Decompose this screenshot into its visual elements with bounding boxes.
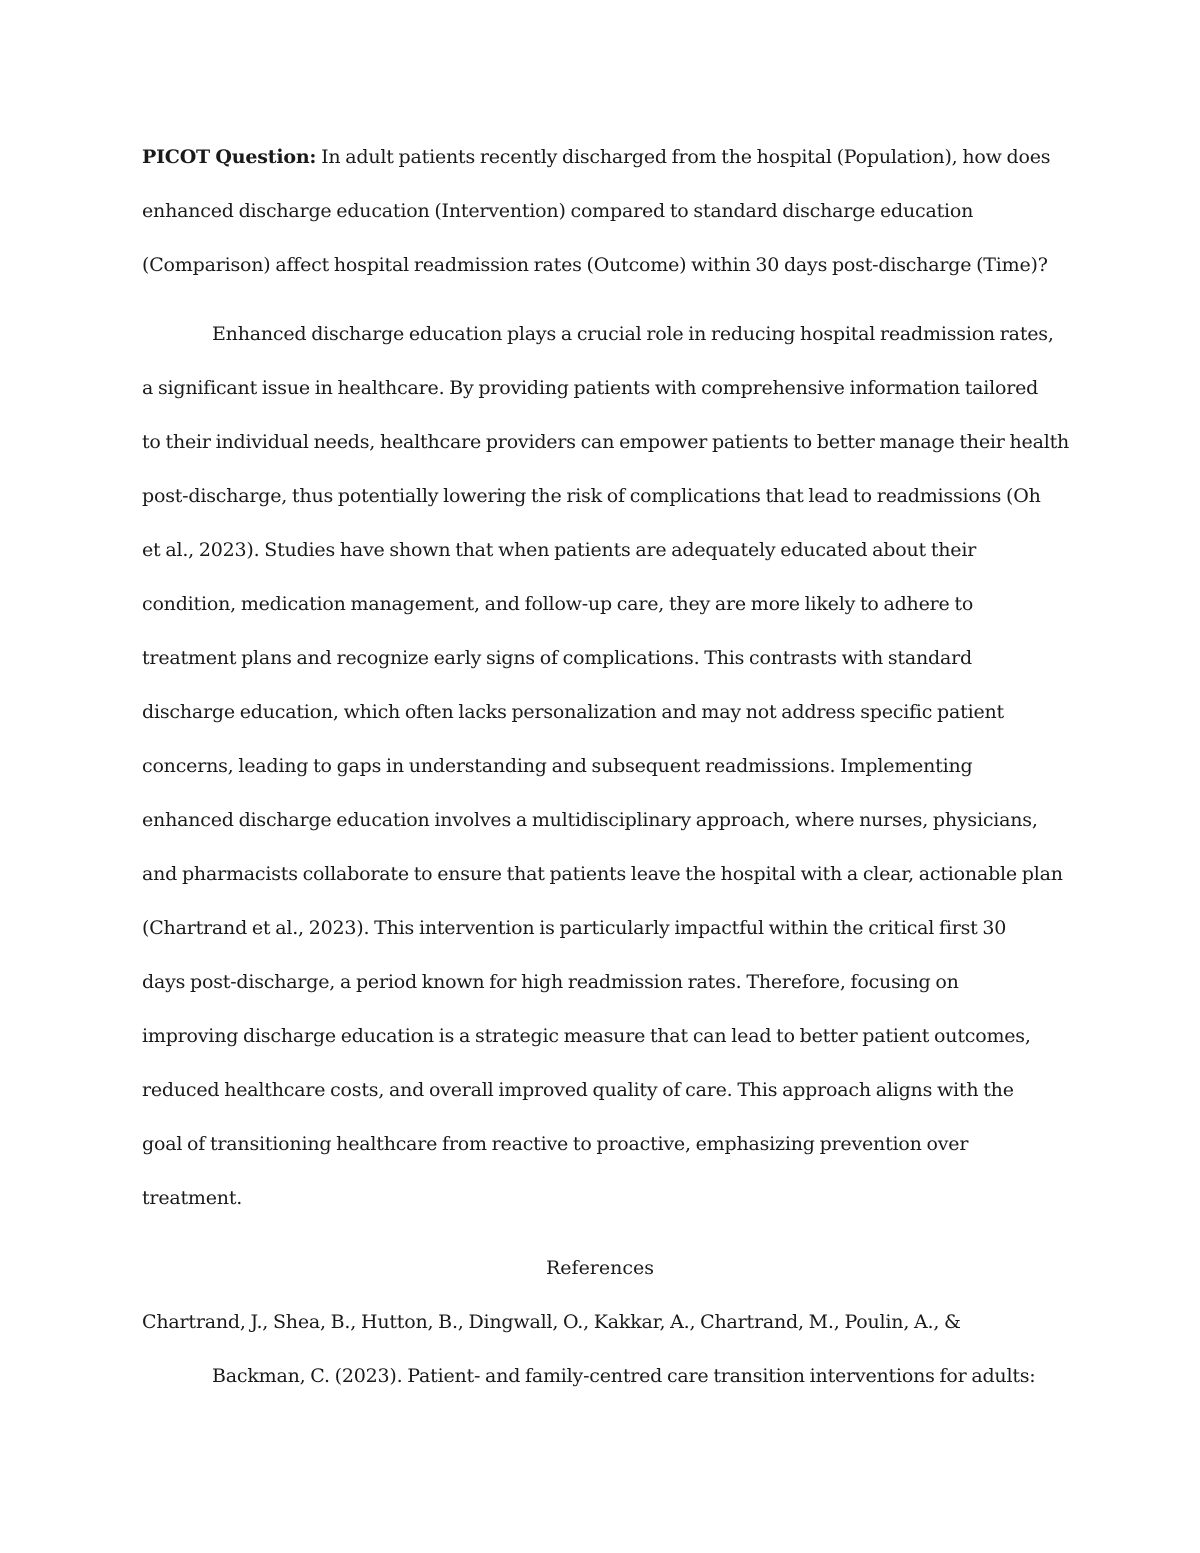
body-line: discharge education, which often lacks personalization and may not address specific patient xyxy=(142,701,1004,723)
body-line: treatment plans and recognize early signs of complications. This contrasts with standard xyxy=(142,647,972,669)
picot-line-2: enhanced discharge education (Intervention) compared to standard discharge education xyxy=(142,200,974,222)
picot-text-1: In adult patients recently discharged from the hospital (Population), how does xyxy=(316,146,1051,168)
body-line: a significant issue in healthcare. By providing patients with comprehensive information tailored xyxy=(142,377,1039,399)
body-line: improving discharge education is a strategic measure that can lead to better patient outcomes, xyxy=(142,1025,1031,1047)
reference-entry-line-1: Chartrand, J., Shea, B., Hutton, B., Dingwall, O., Kakkar, A., Chartrand, M., Poulin, A., & xyxy=(142,1311,961,1333)
picot-line-3: (Comparison) affect hospital readmission rates (Outcome) within 30 days post-discharge (Time)? xyxy=(142,254,1048,276)
body-line: days post-discharge, a period known for high readmission rates. Therefore, focusing on xyxy=(142,971,959,993)
body-line: treatment. xyxy=(142,1187,243,1209)
body-line: concerns, leading to gaps in understanding and subsequent readmissions. Implementing xyxy=(142,755,973,777)
picot-label: PICOT Question: xyxy=(142,146,317,168)
picot-line-1 xyxy=(142,130,1050,184)
reference-entry-line-2: Backman, C. (2023). Patient- and family-centred care transition interventions for adults: xyxy=(212,1365,1036,1387)
body-line: and pharmacists collaborate to ensure that patients leave the hospital with a clear, actionable plan xyxy=(142,863,1063,885)
body-line: enhanced discharge education involves a multidisciplinary approach, where nurses, physicians, xyxy=(142,809,1038,831)
body-line: (Chartrand et al., 2023). This intervention is particularly impactful within the critical first 30 xyxy=(142,917,1007,939)
body-line: post-discharge, thus potentially lowering the risk of complications that lead to readmissions (Oh xyxy=(142,485,1041,507)
body-line: Enhanced discharge education plays a crucial role in reducing hospital readmission rates, xyxy=(212,323,1054,345)
body-line: goal of transitioning healthcare from reactive to proactive, emphasizing prevention over xyxy=(142,1133,969,1155)
body-line: et al., 2023). Studies have shown that when patients are adequately educated about their xyxy=(142,539,977,561)
body-line: condition, medication management, and follow-up care, they are more likely to adhere to xyxy=(142,593,974,615)
body-line: reduced healthcare costs, and overall improved quality of care. This approach aligns with the xyxy=(142,1079,1014,1101)
references-heading: References xyxy=(545,1257,655,1279)
body-line: to their individual needs, healthcare providers can empower patients to better manage their health xyxy=(142,431,1070,453)
